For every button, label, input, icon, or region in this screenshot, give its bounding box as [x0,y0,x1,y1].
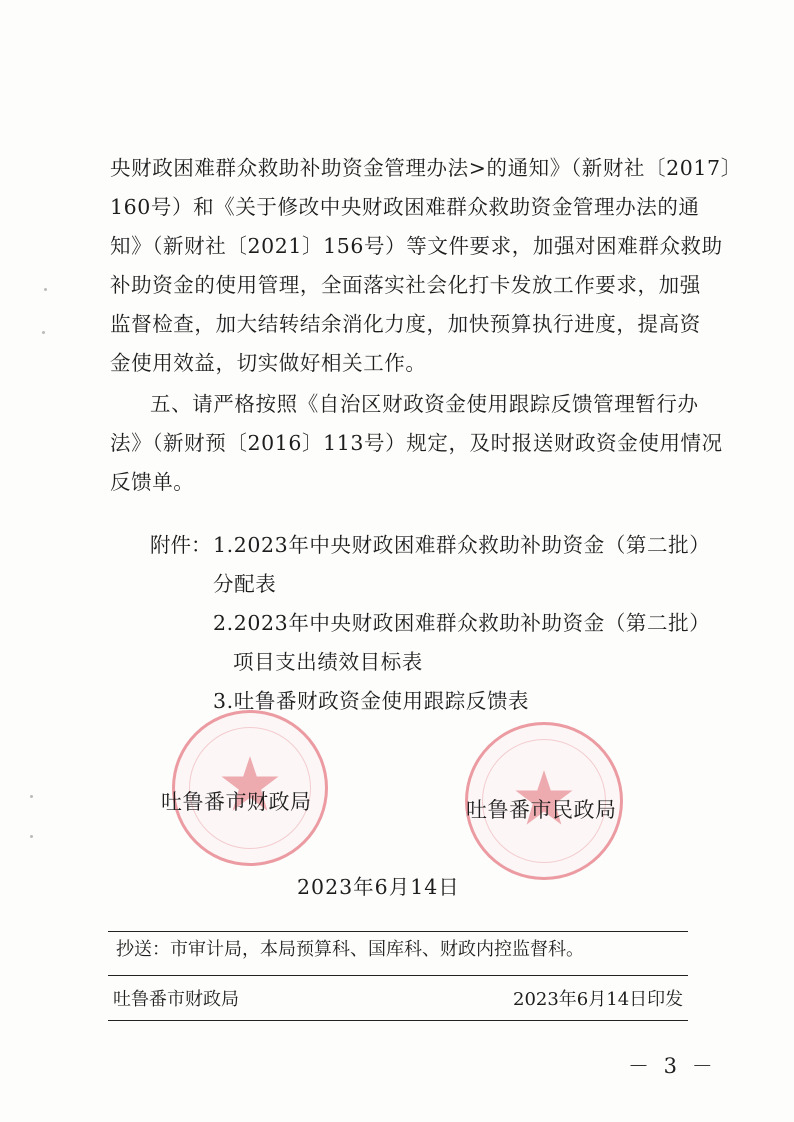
attachment-item-2-cont: 项目支出绩效目标表 [233,650,423,674]
middle-rule-divider [108,975,688,976]
attachment-item-3: 3.吐鲁番财政资金使用跟踪反馈表 [213,689,530,713]
body-line-2: 160号）和《关于修改中央财政困难群众救助资金管理办法的通 [110,195,700,219]
scan-speck [30,835,33,838]
page-number: － 3 － [628,1054,717,1078]
section-5-line-2: 法》（新财预〔2016〕113号）规定，及时报送财政资金使用情况 [110,431,723,455]
signature-civil-affairs-bureau: 吐鲁番市民政局 [466,798,617,822]
attachments-label: 附件： [150,533,212,557]
attachment-item-1-cont: 分配表 [213,572,277,596]
body-line-1: 央财政困难群众救助补助资金管理办法>的通知》（新财社〔2017〕 [110,156,742,180]
bottom-rule-divider [108,1020,688,1021]
top-rule-divider [108,931,688,932]
attachment-item-1: 1.2023年中央财政困难群众救助补助资金（第二批） [213,533,711,557]
section-5-line-1: 五、请严格按照《自治区财政资金使用跟踪反馈管理暂行办 [150,392,699,416]
issue-date: 2023年6月14日印发 [513,989,684,1010]
scan-speck [42,331,45,334]
issuer: 吐鲁番市财政局 [113,989,239,1010]
scan-speck [30,795,33,798]
attachment-item-2: 2.2023年中央财政困难群众救助补助资金（第二批） [213,611,711,635]
body-line-5: 监督检查，加大结转结余消化力度，加快预算执行进度，提高资 [110,312,701,336]
signature-date: 2023年6月14日 [297,875,460,899]
carbon-copy-line: 抄送：市审计局，本局预算科、国库科、财政内控监督科。 [116,939,584,960]
scan-speck [44,288,47,291]
body-line-3: 知》（新财社〔2021〕156号）等文件要求，加强对困难群众救助 [110,234,723,258]
signature-finance-bureau: 吐鲁番市财政局 [161,790,312,814]
body-line-4: 补助资金的使用管理，全面落实社会化打卡发放工作要求，加强 [110,273,701,297]
section-5-line-3: 反馈单。 [110,470,195,494]
body-line-6: 金使用效益，切实做好相关工作。 [110,351,427,375]
